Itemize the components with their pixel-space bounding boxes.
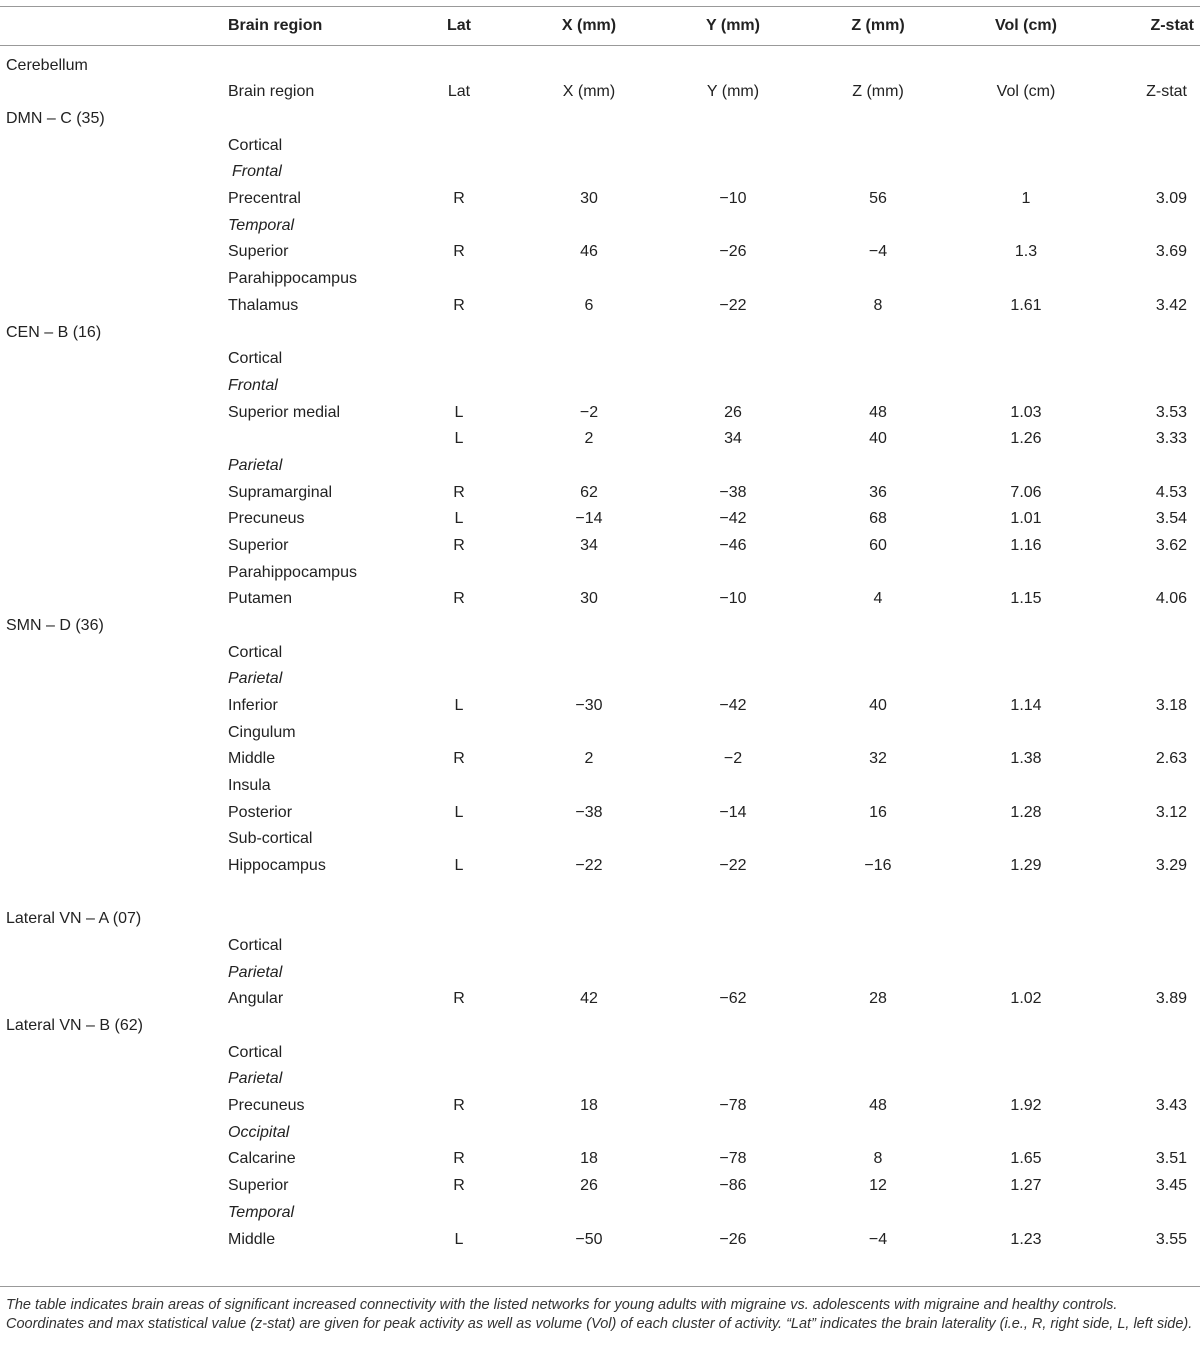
y-cell: −14 xyxy=(719,804,747,821)
table-row xyxy=(0,242,1200,269)
table-row xyxy=(0,1149,1200,1176)
y-cell: −62 xyxy=(719,990,747,1007)
vol-cell: 1.16 xyxy=(1010,537,1042,554)
zstat-cell: 2.63 xyxy=(1155,750,1187,767)
network-cell: SMN – D (36) xyxy=(6,617,104,634)
lat-cell: Lat xyxy=(447,83,471,100)
vol-cell: 7.06 xyxy=(1010,484,1042,501)
x-cell: 46 xyxy=(580,243,598,260)
table-row xyxy=(0,1176,1200,1203)
zstat-cell: 3.69 xyxy=(1155,243,1187,260)
vol-cell: 1.02 xyxy=(1010,990,1042,1007)
z-cell: 4 xyxy=(873,590,883,607)
header-lat: Lat xyxy=(447,17,471,34)
lat-cell: L xyxy=(454,430,464,447)
lat-cell: R xyxy=(453,537,465,554)
region-cell: Cingulum xyxy=(228,724,296,741)
region-cell: Precuneus xyxy=(228,510,305,527)
lat-cell: R xyxy=(453,297,465,314)
table-row xyxy=(0,162,1200,189)
lat-cell: R xyxy=(453,590,465,607)
lat-cell: R xyxy=(453,243,465,260)
y-cell: −10 xyxy=(719,190,747,207)
lat-cell: L xyxy=(454,697,464,714)
table-row xyxy=(0,1069,1200,1096)
x-cell: −22 xyxy=(575,857,603,874)
network-cell: DMN – C (35) xyxy=(6,110,105,127)
region-cell: Superior xyxy=(228,537,289,554)
z-cell: 12 xyxy=(869,1177,887,1194)
table-row xyxy=(0,403,1200,430)
x-cell: −50 xyxy=(575,1231,603,1248)
y-cell: Y (mm) xyxy=(706,83,760,100)
table-row xyxy=(0,1123,1200,1150)
z-cell: 8 xyxy=(873,1150,883,1167)
region-cell: Cortical xyxy=(228,1044,283,1061)
zstat-cell: 3.18 xyxy=(1155,697,1187,714)
region-cell: Parietal xyxy=(228,457,283,474)
zstat-cell: 3.42 xyxy=(1155,297,1187,314)
table-caption: The table indicates brain areas of significant increased connectivity with the listed networks for young adults with migraine vs. adolescents with migraine and healthy controls. Coordinates and max statistical value (z-stat) are given for peak activity as well as volume (Vol) of each cluster of activity. “Lat” indicates the brain laterality (i.e., R, right side, L, left side). xyxy=(6,1297,1193,1332)
y-cell: −22 xyxy=(719,297,747,314)
table-row xyxy=(0,803,1200,830)
x-cell: X (mm) xyxy=(562,83,616,100)
z-cell: 68 xyxy=(869,510,887,527)
y-cell: −78 xyxy=(719,1097,747,1114)
x-cell: 42 xyxy=(580,990,598,1007)
table-row xyxy=(0,749,1200,776)
region-cell: Parietal xyxy=(228,670,283,687)
table-row xyxy=(0,483,1200,510)
zstat-cell: 3.09 xyxy=(1155,190,1187,207)
header-x: X (mm) xyxy=(561,17,617,34)
lat-cell: L xyxy=(454,510,464,527)
z-cell: Z (mm) xyxy=(852,83,904,100)
table-row xyxy=(0,56,1200,83)
x-cell: 62 xyxy=(580,484,598,501)
header-vol: Vol (cm) xyxy=(995,17,1057,34)
zstat-cell: 3.12 xyxy=(1155,804,1187,821)
zstat-cell: 3.43 xyxy=(1155,1097,1187,1114)
header-y: Y (mm) xyxy=(706,17,760,34)
table-row xyxy=(0,776,1200,803)
region-cell: Insula xyxy=(228,777,271,794)
vol-cell: 1.26 xyxy=(1010,430,1042,447)
y-cell: −2 xyxy=(723,750,743,767)
lat-cell: L xyxy=(454,857,464,874)
lat-cell: R xyxy=(453,1177,465,1194)
lat-cell: R xyxy=(453,1097,465,1114)
region-cell: Occipital xyxy=(228,1124,290,1141)
header-rule xyxy=(0,45,1200,46)
x-cell: 30 xyxy=(580,190,598,207)
table-row xyxy=(0,109,1200,136)
table-row xyxy=(0,509,1200,536)
table-row xyxy=(0,136,1200,163)
lat-cell: R xyxy=(453,1150,465,1167)
vol-cell: Vol (cm) xyxy=(996,83,1056,100)
z-cell: −16 xyxy=(864,857,892,874)
vol-cell: 1.14 xyxy=(1010,697,1042,714)
zstat-cell: 3.89 xyxy=(1155,990,1187,1007)
table-row xyxy=(0,1043,1200,1070)
x-cell: 18 xyxy=(580,1150,598,1167)
top-rule xyxy=(0,6,1200,7)
y-cell: −42 xyxy=(719,697,747,714)
z-cell: 28 xyxy=(869,990,887,1007)
zstat-cell: 3.55 xyxy=(1155,1231,1187,1248)
x-cell: 2 xyxy=(584,430,594,447)
region-cell: Inferior xyxy=(228,697,278,714)
region-cell: Supramarginal xyxy=(228,484,333,501)
table-row xyxy=(0,563,1200,590)
region-cell: Calcarine xyxy=(228,1150,296,1167)
table-row xyxy=(0,1096,1200,1123)
table-row xyxy=(0,429,1200,456)
table-row xyxy=(0,536,1200,563)
y-cell: 26 xyxy=(724,404,742,421)
table-row xyxy=(0,723,1200,750)
table-row xyxy=(0,936,1200,963)
vol-cell: 1.23 xyxy=(1010,1231,1042,1248)
table-row xyxy=(0,82,1200,109)
y-cell: −26 xyxy=(719,1231,747,1248)
zstat-cell: 3.54 xyxy=(1155,510,1187,527)
z-cell: −4 xyxy=(868,1231,888,1248)
z-cell: 32 xyxy=(869,750,887,767)
region-cell: Cortical xyxy=(228,644,283,661)
vol-cell: 1.38 xyxy=(1010,750,1042,767)
x-cell: −38 xyxy=(575,804,603,821)
vol-cell: 1.65 xyxy=(1010,1150,1042,1167)
z-cell: 36 xyxy=(869,484,887,501)
x-cell: −30 xyxy=(575,697,603,714)
region-cell: Superior medial xyxy=(228,404,341,421)
table-row xyxy=(0,1203,1200,1230)
table-row xyxy=(0,456,1200,483)
region-cell: Middle xyxy=(228,750,276,767)
lat-cell: R xyxy=(453,190,465,207)
lat-cell: R xyxy=(453,750,465,767)
zstat-cell: 3.51 xyxy=(1155,1150,1187,1167)
region-cell: Parahippocampus xyxy=(228,564,357,581)
region-cell: Frontal xyxy=(228,377,278,394)
header-z: Z (mm) xyxy=(851,17,905,34)
x-cell: 6 xyxy=(584,297,594,314)
x-cell: −14 xyxy=(575,510,603,527)
table-row xyxy=(0,909,1200,936)
region-cell: Frontal xyxy=(232,163,282,180)
lat-cell: L xyxy=(454,804,464,821)
table-row xyxy=(0,669,1200,696)
x-cell: 34 xyxy=(580,537,598,554)
region-cell: Superior xyxy=(228,243,289,260)
header-brain-region: Brain region xyxy=(228,17,323,34)
bottom-rule xyxy=(0,1286,1200,1287)
z-cell: 56 xyxy=(869,190,887,207)
y-cell: −26 xyxy=(719,243,747,260)
vol-cell: 1.29 xyxy=(1010,857,1042,874)
z-cell: 48 xyxy=(869,1097,887,1114)
region-cell: Cortical xyxy=(228,937,283,954)
region-cell: Parietal xyxy=(228,1070,283,1087)
table-row xyxy=(0,643,1200,670)
y-cell: −78 xyxy=(719,1150,747,1167)
table-row xyxy=(0,963,1200,990)
table-row xyxy=(0,269,1200,296)
lat-cell: R xyxy=(453,990,465,1007)
table-row xyxy=(0,323,1200,350)
network-cell: Lateral VN – A (07) xyxy=(6,910,142,927)
table-row xyxy=(0,296,1200,323)
region-cell: Superior xyxy=(228,1177,289,1194)
table-row xyxy=(0,376,1200,403)
header-zstat: Z-stat xyxy=(1150,17,1194,34)
table-row xyxy=(0,696,1200,723)
lat-cell: R xyxy=(453,484,465,501)
vol-cell: 1.15 xyxy=(1010,590,1042,607)
x-cell: 30 xyxy=(580,590,598,607)
z-cell: 8 xyxy=(873,297,883,314)
vol-cell: 1.27 xyxy=(1010,1177,1042,1194)
lat-cell: L xyxy=(454,404,464,421)
vol-cell: 1.92 xyxy=(1010,1097,1042,1114)
region-cell: Posterior xyxy=(228,804,293,821)
table-row xyxy=(0,989,1200,1016)
z-cell: 16 xyxy=(869,804,887,821)
zstat-cell: 3.29 xyxy=(1155,857,1187,874)
zstat-cell: 3.45 xyxy=(1155,1177,1187,1194)
region-cell: Putamen xyxy=(228,590,293,607)
vol-cell: 1.3 xyxy=(1014,243,1038,260)
table-row xyxy=(0,856,1200,883)
vol-cell: 1.28 xyxy=(1010,804,1042,821)
lat-cell: L xyxy=(454,1231,464,1248)
zstat-cell: Z-stat xyxy=(1146,83,1187,100)
region-cell: Middle xyxy=(228,1231,276,1248)
region-cell: Hippocampus xyxy=(228,857,326,874)
y-cell: 34 xyxy=(724,430,742,447)
z-cell: −4 xyxy=(868,243,888,260)
y-cell: −42 xyxy=(719,510,747,527)
table-row xyxy=(0,189,1200,216)
network-cell: Cerebellum xyxy=(6,57,88,74)
x-cell: 26 xyxy=(580,1177,598,1194)
region-cell: Cortical xyxy=(228,350,283,367)
region-cell: Parietal xyxy=(228,964,283,981)
vol-cell: 1 xyxy=(1021,190,1031,207)
zstat-cell: 4.53 xyxy=(1155,484,1187,501)
network-cell: Lateral VN – B (62) xyxy=(6,1017,143,1034)
vol-cell: 1.61 xyxy=(1010,297,1042,314)
x-cell: 18 xyxy=(580,1097,598,1114)
table-row xyxy=(0,883,1200,910)
y-cell: −38 xyxy=(719,484,747,501)
z-cell: 60 xyxy=(869,537,887,554)
region-cell: Sub-cortical xyxy=(228,830,313,847)
table-row xyxy=(0,1016,1200,1043)
zstat-cell: 3.53 xyxy=(1155,404,1187,421)
region-cell: Brain region xyxy=(228,83,315,100)
region-cell: Angular xyxy=(228,990,284,1007)
y-cell: −10 xyxy=(719,590,747,607)
z-cell: 48 xyxy=(869,404,887,421)
vol-cell: 1.03 xyxy=(1010,404,1042,421)
x-cell: 2 xyxy=(584,750,594,767)
x-cell: −2 xyxy=(579,404,599,421)
zstat-cell: 4.06 xyxy=(1155,590,1187,607)
y-cell: −46 xyxy=(719,537,747,554)
vol-cell: 1.01 xyxy=(1010,510,1042,527)
zstat-cell: 3.33 xyxy=(1155,430,1187,447)
zstat-cell: 3.62 xyxy=(1155,537,1187,554)
y-cell: −22 xyxy=(719,857,747,874)
network-cell: CEN – B (16) xyxy=(6,324,102,341)
table-row xyxy=(0,1230,1200,1257)
region-cell: Thalamus xyxy=(228,297,299,314)
region-cell: Parahippocampus xyxy=(228,270,357,287)
z-cell: 40 xyxy=(869,697,887,714)
table-row xyxy=(0,829,1200,856)
table-row xyxy=(0,349,1200,376)
region-cell: Precuneus xyxy=(228,1097,305,1114)
region-cell: Precentral xyxy=(228,190,301,207)
y-cell: −86 xyxy=(719,1177,747,1194)
region-cell: Cortical xyxy=(228,137,283,154)
z-cell: 40 xyxy=(869,430,887,447)
table-row xyxy=(0,616,1200,643)
table-row xyxy=(0,589,1200,616)
table-row xyxy=(0,216,1200,243)
region-cell: Temporal xyxy=(228,217,295,234)
region-cell: Temporal xyxy=(228,1204,295,1221)
